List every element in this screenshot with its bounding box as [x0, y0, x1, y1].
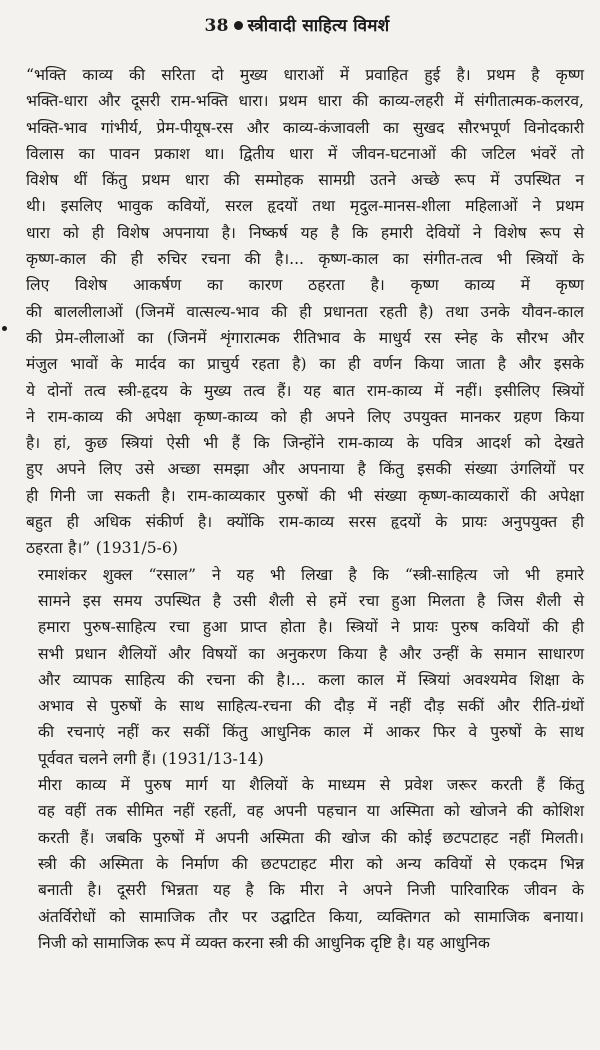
text-line: लिए विशेष आकर्षण का कारण ठहरता है। कृष्ण काव्य में कृष्ण	[26, 276, 584, 295]
text-line: धारा को ही विशेष अपनाया है। निष्कर्ष यह है कि हमारी देवियों ने विशेष रूप से	[26, 223, 584, 242]
text-line: अंतर्विरोधों को सामाजिक तौर पर उद्घाटित किया, व्यक्तिगत को सामाजिक बनाया।	[38, 907, 584, 926]
text-line: कृष्ण-काल की ही रुचिर रचना की है।... कृष्ण-काल का संगीत-तत्व भी स्त्रियों के	[26, 250, 584, 269]
text-line: की बाललीलाओं (जिनमें वात्सल्य-भाव की ही प्रधानता रहती है) तथा उनके यौवन-काल	[26, 302, 584, 321]
text-line: ठहरता है।” (1931/5-6)	[26, 539, 178, 558]
text-line: स्त्री की अस्मिता के निर्माण की छटपटाहट मीरा को अन्य कवियों से एकदम भिन्न	[38, 854, 584, 873]
body-paragraph-3	[10, 772, 584, 956]
text-line: और व्यापक साहित्य की रचना की है।... कला काल में स्त्रियां अवश्यमेव शिक्षा के	[38, 670, 584, 689]
running-title: स्त्रीवादी साहित्य विमर्श	[247, 16, 390, 36]
text-line: बनाती है। दूसरी भिन्नता यह है कि मीरा ने अपने निजी पारिवारिक जीवन के	[38, 881, 584, 900]
text-line: “भक्ति काव्य की सरिता दो मुख्य धाराओं में प्रवाहित हुई है। प्रथम है कृष्ण	[26, 66, 584, 84]
text-line: विलास का पावन प्रकाश था। द्वितीय धारा में जीवन-घटनाओं की जटिल भंवरें तो	[26, 144, 584, 163]
text-line: पूर्ववत चलने लगी हैं। (1931/13-14)	[38, 749, 264, 768]
page-number: 38	[204, 16, 229, 36]
text-line: मंजुल भावों के मार्दव का प्राचुर्य रहता है) का ही वर्णन किया जाता है और इसके	[26, 355, 584, 374]
text-line: ने राम-काव्य की अपेक्षा कृष्ण-काव्य को ही अपने लिए उपयुक्त मानकर ग्रहण किया	[26, 407, 584, 426]
text-line: करती हैं। जबकि पुरुषों में अपनी अस्मिता की खोज की कोई छटपटाहट नहीं मिलती।	[38, 828, 584, 847]
text-line: भक्ति-भाव गांभीर्य, प्रेम-पीयूष-रस और काव्य-कंजावली का सुखद सौरभपूर्ण विनोदकारी	[26, 118, 584, 137]
bullet-icon	[234, 21, 243, 30]
text-line: निजी को सामाजिक रूप में व्यक्त करना स्त्री की आधुनिक दृष्टि है। यह आधुनिक	[38, 933, 490, 952]
text-line: ही गिनी जा सकती है। राम-काव्यकार पुरुषों की भी संख्या कृष्ण-काव्यकारों की अपेक्षा	[26, 486, 584, 505]
text-line: अभाव से पुरुषों के साथ साहित्य-रचना की दौड़ में नहीं दौड़ सकीं और रीति-ग्रंथों	[38, 697, 584, 716]
text-line: सामने इस समय उपस्थित है उसी शैली से हमें रचा हुआ मिलता है जिस शैली से	[38, 591, 584, 610]
text-line: सभी प्रधान शैलियों और विषयों का अनुकरण किया है और उन्हीं के समान साधारण	[38, 644, 584, 663]
text-line: की प्रेम-लीलाओं का (जिनमें शृंगारात्मक रीतिभाव के माधुर्य रस स्नेह के सौरभ और	[26, 328, 584, 347]
quote-paragraph-1	[10, 62, 584, 562]
running-header	[10, 14, 584, 44]
text-line: रमाशंकर शुक्ल “रसाल” ने यह भी लिखा है कि “स्त्री-साहित्य जो भी हमारे	[38, 565, 584, 584]
text-line: बहुत ही अधिक संकीर्ण है। क्योंकि राम-काव्य सरस हृदयों के प्रायः अनुपयुक्त ही	[26, 513, 584, 532]
margin-dot-mark	[2, 326, 7, 331]
text-line: थी। इसलिए भावुक कवियों, सरल हृदयों तथा मृदुल-मानस-शीला महिलाओं ने प्रथम	[26, 197, 584, 216]
text-line: हमारा पुरुष-साहित्य रचा हुआ प्राप्त होता है। स्त्रियों ने प्रायः पुरुष कवियों की ही	[38, 618, 584, 637]
text-line: है। हां, कुछ स्त्रियां ऐसी भी हैं कि जिन्होंने राम-काव्य के पवित्र आदर्श को देखते	[26, 434, 584, 453]
text-line: वह वहीं तक सीमित नहीं रहतीं, वह अपनी पहचान या अस्मिता को खोजने की कोशिश	[38, 802, 584, 821]
text-line: हुए अपने लिए उसे अच्छा समझा और अपनाया है किंतु इसकी संख्या उंगलियों पर	[26, 460, 584, 479]
text-line: मीरा काव्य में पुरुष मार्ग या शैलियों के माध्यम से प्रवेश जरूर करती हैं किंतु	[38, 776, 584, 795]
text-line: भक्ति-धारा और दूसरी राम-भक्ति धारा। प्रथम धारा की काव्य-लहरी में संगीतात्मक-कलरव,	[26, 92, 584, 111]
text-line: ये दोनों तत्व स्त्री-हृदय के मुख्य तत्व हैं। यह बात राम-काव्य में नहीं। इसीलिए स्त्रियों	[26, 381, 584, 400]
text-line: विशेष थीं किंतु प्रथम धारा की सम्मोहक सामग्री उतने अच्छे रूप में उपस्थित न	[26, 171, 584, 190]
text-line: की रचनाएं नहीं कर सकीं किंतु आधुनिक काल में आकर फिर वे पुरुषों के साथ	[38, 723, 584, 742]
body-paragraph-2	[10, 562, 584, 772]
